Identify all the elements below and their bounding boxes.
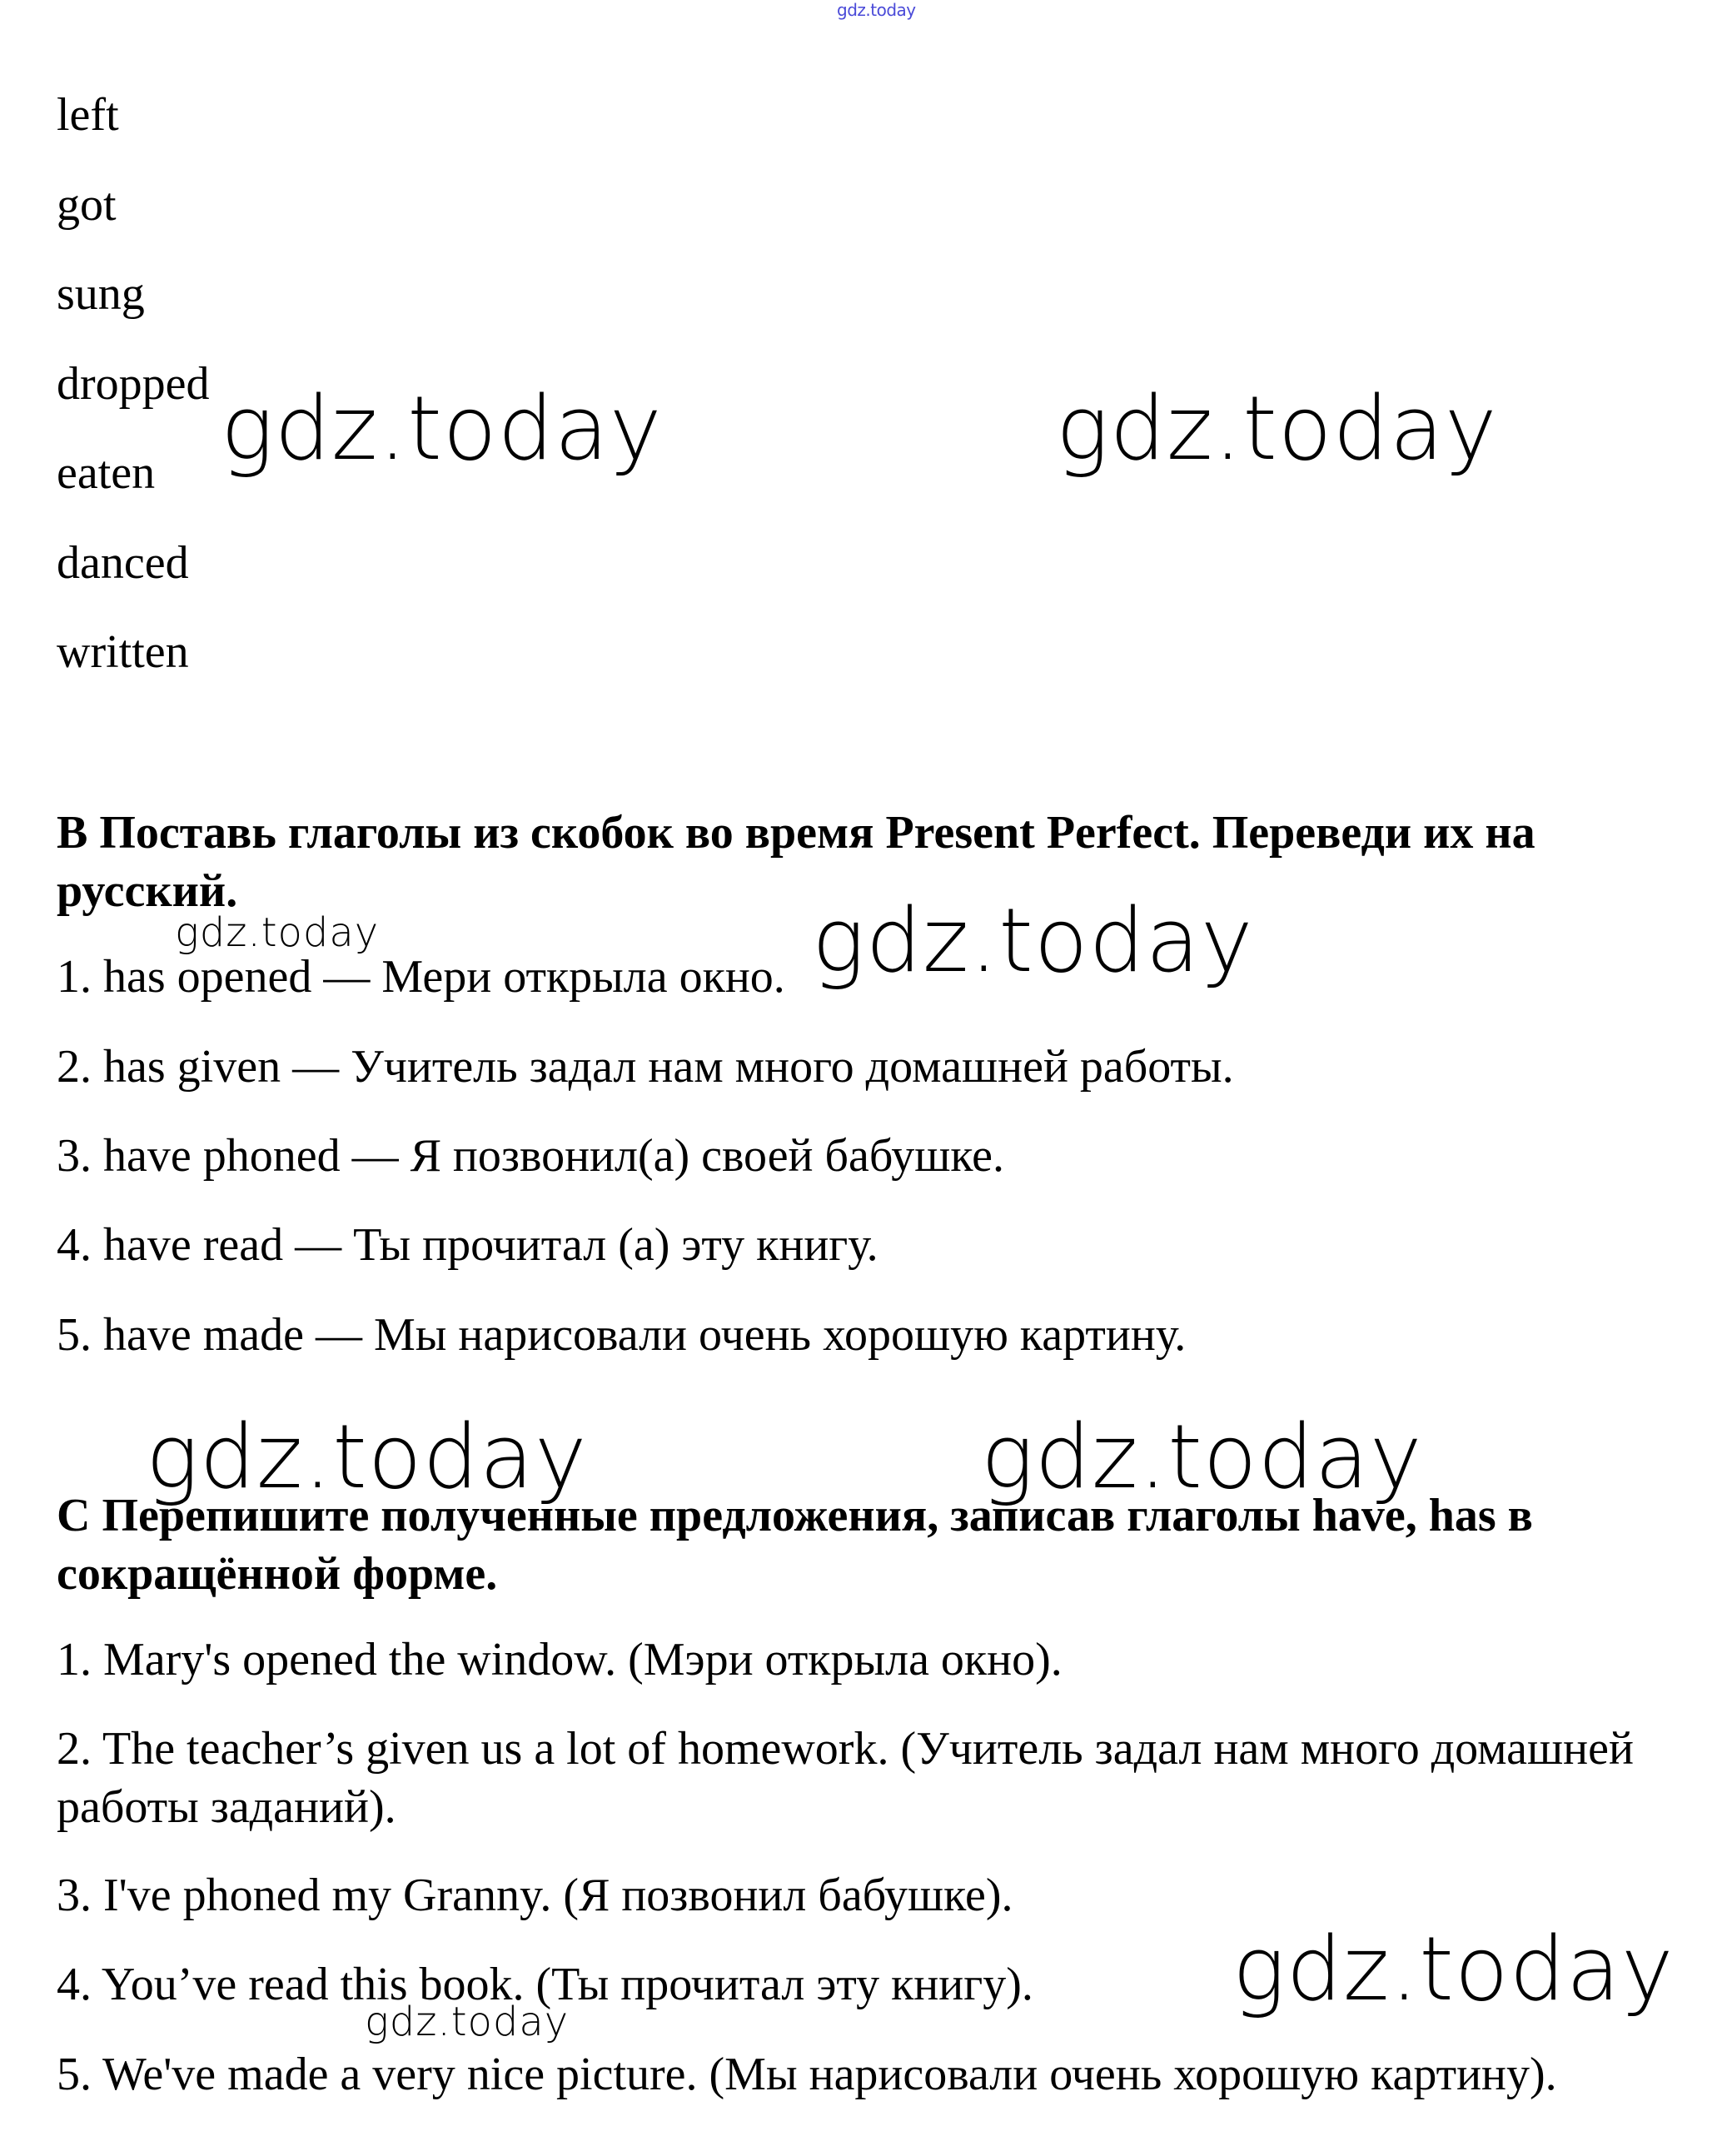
list-item: 1. Mary's opened the window. (Мэри открыла окно). (57, 1634, 1063, 1685)
word-item: got (57, 179, 117, 231)
top-watermark: gdz.today (837, 0, 916, 20)
word-item: dropped (57, 358, 210, 410)
section-c-heading: C Перепишите полученные предложения, записав глаголы have, has в сокращённой форме. (57, 1490, 1533, 1600)
watermark-text: gdz.today (221, 377, 663, 480)
list-item: 4. You’ve read this book. (Ты прочитал эту книгу). (57, 1959, 1033, 2010)
watermark-text: gdz.today (146, 1406, 588, 1508)
watermark-text: gdz.today (175, 909, 380, 956)
list-item: 5. have made — Мы нарисовали очень хорошую картину. (57, 1309, 1187, 1361)
list-item: 3. have phoned — Я позвонил(а) своей бабушке. (57, 1130, 1005, 1182)
section-b-heading: B Поставь глаголы из скобок во время Present Perfect. Переведи их на русский. (57, 807, 1535, 917)
word-item: eaten (57, 447, 156, 499)
list-item: 3. I've phoned my Granny. (Я позвонил бабушке). (57, 1870, 1013, 1921)
word-item: written (57, 626, 189, 678)
watermark-text: gdz.today (365, 1999, 570, 2045)
word-item: sung (57, 268, 145, 320)
watermark-text: gdz.today (1232, 1918, 1675, 2020)
list-item: 5. We've made a very nice picture. (Мы нарисовали очень хорошую картину). (57, 2049, 1557, 2100)
list-item: 2. The teacher’s given us a lot of homework. (Учитель задал нам много домашней работы заданий). (57, 1723, 1634, 1833)
list-item: 4. have read — Ты прочитал (а) эту книгу. (57, 1219, 878, 1271)
watermark-text: gdz.today (812, 889, 1254, 992)
watermark-text: gdz.today (981, 1406, 1423, 1508)
watermark-text: gdz.today (1056, 377, 1498, 480)
word-item: danced (57, 537, 189, 589)
list-item: 2. has given — Учитель задал нам много домашней работы. (57, 1041, 1234, 1093)
word-item: left (57, 89, 119, 141)
list-item: 1. has opened — Мери открыла окно. (57, 951, 785, 1003)
